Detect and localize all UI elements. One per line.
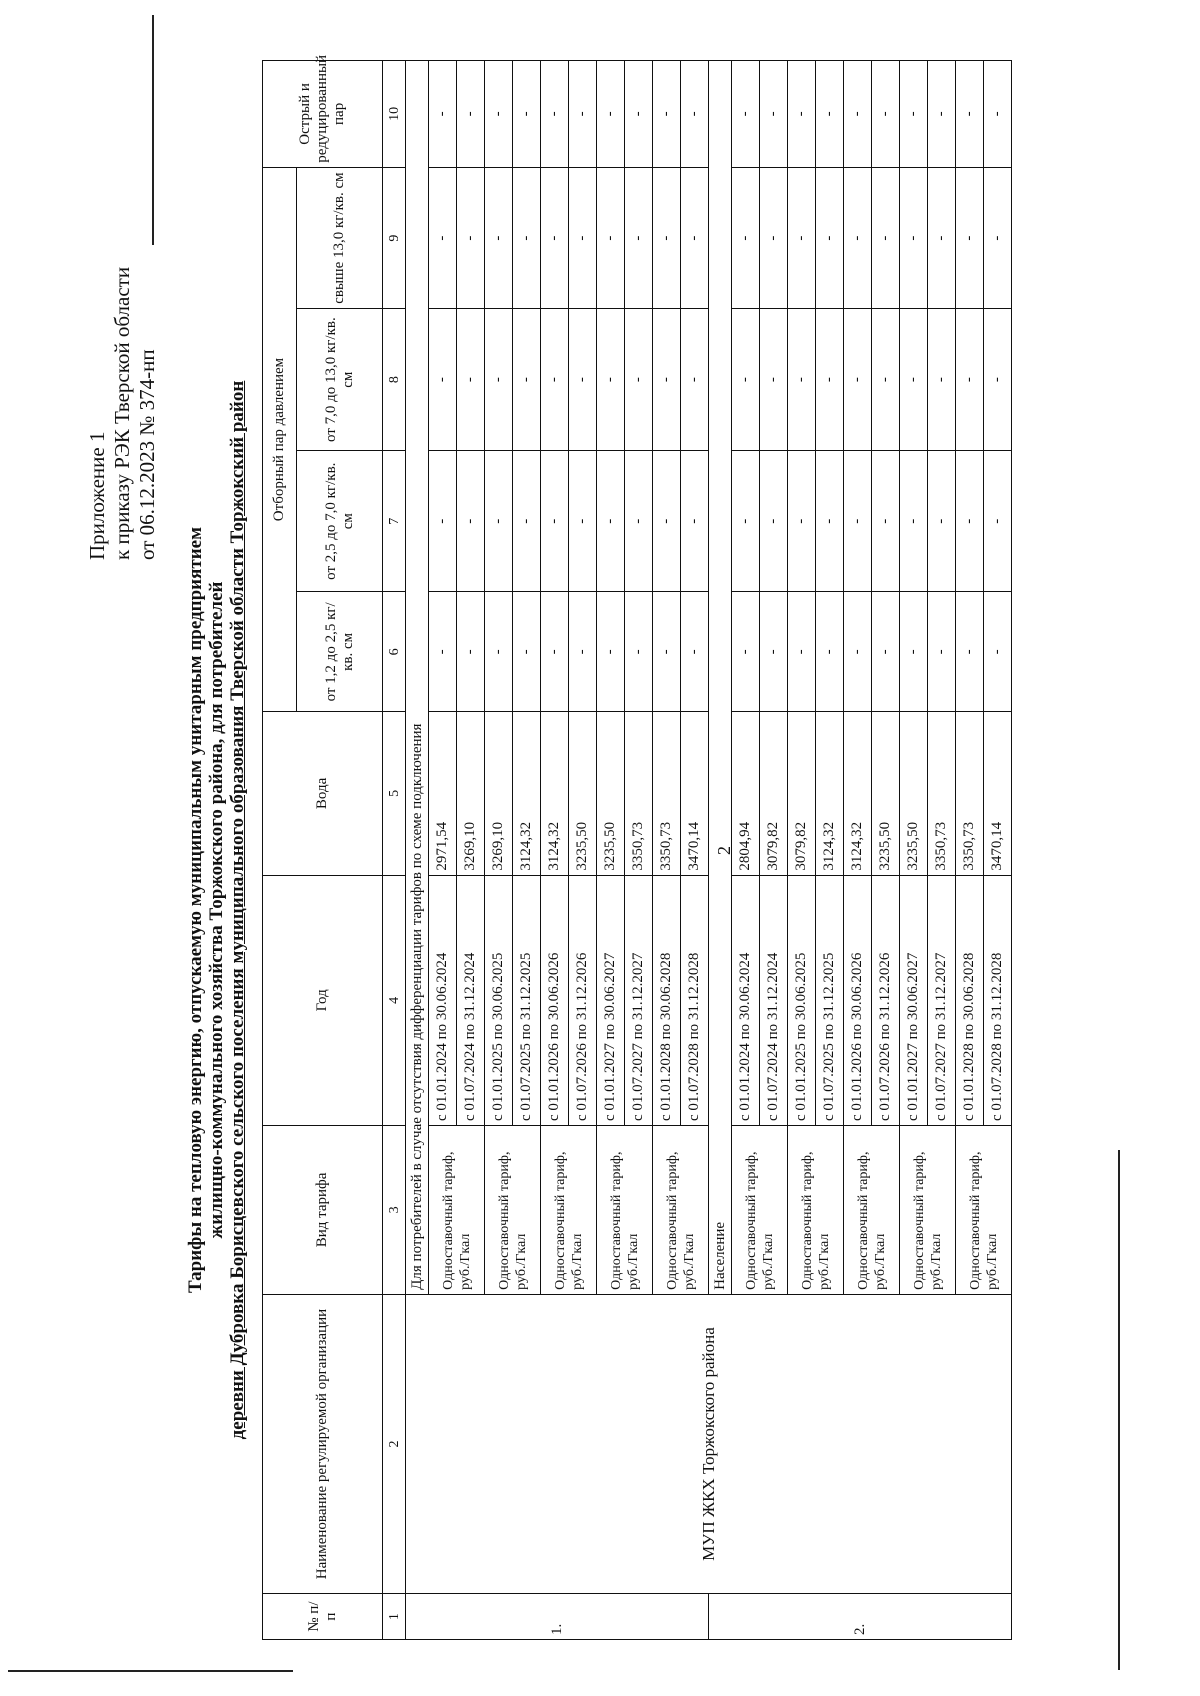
dash-cell: -	[816, 450, 844, 592]
dash-cell: -	[984, 167, 1012, 309]
dash-cell: -	[816, 309, 844, 451]
dash-cell: -	[956, 167, 984, 309]
appendix-line-3: от 06.12.2023 № 374-нп	[135, 349, 159, 560]
dash-cell: -	[732, 450, 760, 592]
rotated-document-sheet	[25, 50, 1135, 1670]
dash-cell: -	[844, 167, 872, 309]
dash-cell: -	[597, 309, 625, 451]
dash-cell: -	[872, 61, 900, 168]
water-value-cell: 3079,82	[760, 712, 788, 875]
column-number-cell: 7	[383, 450, 406, 592]
appendix-line-2: к приказу РЭК Тверской области	[110, 266, 134, 560]
page-number: 2	[714, 846, 734, 855]
dash-cell: -	[872, 592, 900, 712]
water-value-cell: 2971,54	[429, 712, 457, 875]
dash-cell: -	[625, 450, 653, 592]
period-cell: с 01.01.2027 по 30.06.2027	[597, 875, 625, 1125]
water-value-cell: 3124,32	[541, 712, 569, 875]
tariff-kind-cell: Одноставочный тариф, руб./Гкал	[541, 1126, 597, 1295]
scan-edge-line-left	[8, 1670, 293, 1672]
period-cell: с 01.01.2025 по 30.06.2025	[788, 875, 816, 1125]
column-number-cell: 4	[383, 875, 406, 1125]
column-number-cell: 8	[383, 309, 406, 451]
dash-cell: -	[485, 309, 513, 451]
dash-cell: -	[984, 61, 1012, 168]
period-cell: с 01.07.2028 по 31.12.2028	[984, 875, 1012, 1125]
dash-cell: -	[844, 450, 872, 592]
dash-cell: -	[900, 592, 928, 712]
dash-cell: -	[872, 309, 900, 451]
dash-cell: -	[760, 61, 788, 168]
dash-cell: -	[984, 450, 1012, 592]
dash-cell: -	[625, 61, 653, 168]
dash-cell: -	[732, 592, 760, 712]
period-cell: с 01.01.2024 по 30.06.2024	[732, 875, 760, 1125]
dash-cell: -	[816, 167, 844, 309]
column-number-cell: 1	[383, 1594, 406, 1640]
dash-cell: -	[457, 167, 485, 309]
dash-cell: -	[760, 167, 788, 309]
dash-cell: -	[485, 450, 513, 592]
header-water: Вода	[263, 712, 383, 875]
water-value-cell: 3350,73	[625, 712, 653, 875]
period-cell: с 01.07.2026 по 31.12.2026	[872, 875, 900, 1125]
period-cell: с 01.07.2024 по 31.12.2024	[457, 875, 485, 1125]
column-number-cell: 9	[383, 167, 406, 309]
header-pressure-4: свыше 13,0 кг/кв. см	[297, 167, 383, 309]
tariff-kind-cell: Одноставочный тариф, руб./Гкал	[429, 1126, 485, 1295]
period-cell: с 01.01.2028 по 30.06.2028	[956, 875, 984, 1125]
dash-cell: -	[928, 167, 956, 309]
organization-name-cell: МУП ЖКХ Торжокского района	[406, 1294, 1012, 1593]
dash-cell: -	[844, 61, 872, 168]
dash-cell: -	[485, 167, 513, 309]
column-number-cell: 3	[383, 1126, 406, 1295]
dash-cell: -	[928, 592, 956, 712]
dash-cell: -	[653, 592, 681, 712]
dash-cell: -	[569, 309, 597, 451]
dash-cell: -	[760, 309, 788, 451]
dash-cell: -	[788, 450, 816, 592]
dash-cell: -	[457, 61, 485, 168]
tariff-kind-cell: Одноставочный тариф, руб./Гкал	[485, 1126, 541, 1295]
header-sharp-steam: Острый и редуцированный пар	[263, 61, 383, 168]
tariff-kind-cell: Одноставочный тариф, руб./Гкал	[956, 1126, 1012, 1295]
header-num: № п/п	[263, 1594, 383, 1640]
section-label-cell: Для потребителей в случае отсутствия дифференциации тарифов по схеме подключения	[406, 61, 429, 1295]
dash-cell: -	[541, 309, 569, 451]
dash-cell: -	[900, 61, 928, 168]
water-value-cell: 3350,73	[653, 712, 681, 875]
dash-cell: -	[429, 167, 457, 309]
dash-cell: -	[928, 309, 956, 451]
water-value-cell: 3124,32	[513, 712, 541, 875]
dash-cell: -	[928, 61, 956, 168]
section-label-cell: Население	[709, 61, 732, 1295]
dash-cell: -	[732, 61, 760, 168]
period-cell: с 01.07.2026 по 31.12.2026	[569, 875, 597, 1125]
dash-cell: -	[653, 61, 681, 168]
dash-cell: -	[681, 167, 709, 309]
header-pressure-1: от 1,2 до 2,5 кг/кв. см	[297, 592, 383, 712]
dash-cell: -	[457, 450, 485, 592]
title-line-2: жилищно-коммунального хозяйства Торжокского района, для потребителей	[206, 581, 227, 1239]
period-cell: с 01.07.2027 по 31.12.2027	[928, 875, 956, 1125]
document-title	[185, 190, 248, 1630]
tariff-table-body	[383, 61, 1012, 1640]
dash-cell: -	[956, 61, 984, 168]
dash-cell: -	[541, 167, 569, 309]
title-line-1: Тарифы на тепловую энергию, отпускаемую муниципальным унитарным предприятием	[185, 526, 206, 1294]
dash-cell: -	[541, 450, 569, 592]
appendix-line-1: Приложение 1	[85, 431, 109, 560]
dash-cell: -	[681, 450, 709, 592]
dash-cell: -	[653, 309, 681, 451]
column-number-row	[383, 61, 406, 1640]
dash-cell: -	[485, 592, 513, 712]
dash-cell: -	[788, 167, 816, 309]
water-value-cell: 2804,94	[732, 712, 760, 875]
dash-cell: -	[956, 592, 984, 712]
dash-cell: -	[900, 450, 928, 592]
dash-cell: -	[457, 592, 485, 712]
dash-cell: -	[569, 592, 597, 712]
dash-cell: -	[597, 167, 625, 309]
period-cell: с 01.07.2025 по 31.12.2025	[816, 875, 844, 1125]
dash-cell: -	[569, 167, 597, 309]
title-line-3: деревни Дубровка Борисцевского сельского поселения муниципального образования Тверской области Торжокский район	[227, 380, 248, 1440]
dash-cell: -	[513, 450, 541, 592]
water-value-cell: 3269,10	[457, 712, 485, 875]
dash-cell: -	[513, 61, 541, 168]
period-cell: с 01.01.2024 по 30.06.2024	[429, 875, 457, 1125]
period-cell: с 01.01.2028 по 30.06.2028	[653, 875, 681, 1125]
period-cell: с 01.07.2027 по 31.12.2027	[625, 875, 653, 1125]
period-cell: с 01.07.2025 по 31.12.2025	[513, 875, 541, 1125]
dash-cell: -	[485, 61, 513, 168]
header-year: Год	[263, 875, 383, 1125]
dash-cell: -	[760, 450, 788, 592]
dash-cell: -	[984, 592, 1012, 712]
header-pressure-3: от 7,0 до 13,0 кг/кв. см	[297, 309, 383, 451]
dash-cell: -	[653, 167, 681, 309]
dash-cell: -	[597, 61, 625, 168]
dash-cell: -	[900, 167, 928, 309]
dash-cell: -	[681, 309, 709, 451]
section-number-cell: 2.	[709, 1594, 1012, 1640]
water-value-cell: 3235,50	[569, 712, 597, 875]
tariff-kind-cell: Одноставочный тариф, руб./Гкал	[844, 1126, 900, 1295]
dash-cell: -	[732, 309, 760, 451]
dash-cell: -	[844, 309, 872, 451]
dash-cell: -	[429, 592, 457, 712]
period-cell: с 01.01.2027 по 30.06.2027	[900, 875, 928, 1125]
dash-cell: -	[816, 61, 844, 168]
dash-cell: -	[956, 450, 984, 592]
appendix-block	[85, 100, 160, 560]
dash-cell: -	[541, 592, 569, 712]
water-value-cell: 3079,82	[788, 712, 816, 875]
dash-cell: -	[569, 61, 597, 168]
section-row	[406, 61, 429, 1640]
dash-cell: -	[513, 309, 541, 451]
water-value-cell: 3124,32	[844, 712, 872, 875]
dash-cell: -	[541, 61, 569, 168]
water-value-cell: 3235,50	[872, 712, 900, 875]
period-cell: с 01.01.2025 по 30.06.2025	[485, 875, 513, 1125]
header-steam-group: Отборный пар давлением	[263, 167, 297, 711]
dash-cell: -	[653, 450, 681, 592]
column-number-cell: 10	[383, 61, 406, 168]
tariff-kind-cell: Одноставочный тариф, руб./Гкал	[653, 1126, 709, 1295]
header-pressure-2: от 2,5 до 7,0 кг/кв. см	[297, 450, 383, 592]
water-value-cell: 3269,10	[485, 712, 513, 875]
dash-cell: -	[681, 61, 709, 168]
tariff-kind-cell: Одноставочный тариф, руб./Гкал	[900, 1126, 956, 1295]
dash-cell: -	[872, 450, 900, 592]
dash-cell: -	[788, 592, 816, 712]
period-cell: с 01.07.2024 по 31.12.2024	[760, 875, 788, 1125]
tariff-table	[262, 54, 1012, 1640]
column-number-cell: 2	[383, 1294, 406, 1593]
tariff-kind-cell: Одноставочный тариф, руб./Гкал	[597, 1126, 653, 1295]
period-cell: с 01.01.2026 по 30.06.2026	[844, 875, 872, 1125]
dash-cell: -	[569, 450, 597, 592]
water-value-cell: 3470,14	[681, 712, 709, 875]
dash-cell: -	[900, 309, 928, 451]
period-cell: с 01.01.2026 по 30.06.2026	[541, 875, 569, 1125]
dash-cell: -	[597, 592, 625, 712]
dash-cell: -	[625, 592, 653, 712]
dash-cell: -	[429, 450, 457, 592]
dash-cell: -	[788, 61, 816, 168]
water-value-cell: 3235,50	[900, 712, 928, 875]
dash-cell: -	[429, 309, 457, 451]
water-value-cell: 3350,73	[956, 712, 984, 875]
dash-cell: -	[760, 592, 788, 712]
section-number-cell: 1.	[406, 1594, 709, 1640]
dash-cell: -	[816, 592, 844, 712]
dash-cell: -	[984, 309, 1012, 451]
period-cell: с 01.07.2028 по 31.12.2028	[681, 875, 709, 1125]
column-number-cell: 6	[383, 592, 406, 712]
header-org: Наименование регулируемой организации	[263, 1294, 383, 1593]
water-value-cell: 3235,50	[597, 712, 625, 875]
dash-cell: -	[681, 592, 709, 712]
dash-cell: -	[625, 309, 653, 451]
dash-cell: -	[956, 309, 984, 451]
dash-cell: -	[788, 309, 816, 451]
water-value-cell: 3350,73	[928, 712, 956, 875]
dash-cell: -	[597, 450, 625, 592]
dash-cell: -	[844, 592, 872, 712]
dash-cell: -	[457, 309, 485, 451]
tariff-kind-cell: Одноставочный тариф, руб./Гкал	[732, 1126, 788, 1295]
dash-cell: -	[872, 167, 900, 309]
dash-cell: -	[429, 61, 457, 168]
dash-cell: -	[513, 167, 541, 309]
water-value-cell: 3124,32	[816, 712, 844, 875]
tariff-kind-cell: Одноставочный тариф, руб./Гкал	[788, 1126, 844, 1295]
water-value-cell: 3470,14	[984, 712, 1012, 875]
dash-cell: -	[732, 167, 760, 309]
header-tariff-kind: Вид тарифа	[263, 1126, 383, 1295]
column-number-cell: 5	[383, 712, 406, 875]
dash-cell: -	[513, 592, 541, 712]
dash-cell: -	[625, 167, 653, 309]
dash-cell: -	[928, 450, 956, 592]
